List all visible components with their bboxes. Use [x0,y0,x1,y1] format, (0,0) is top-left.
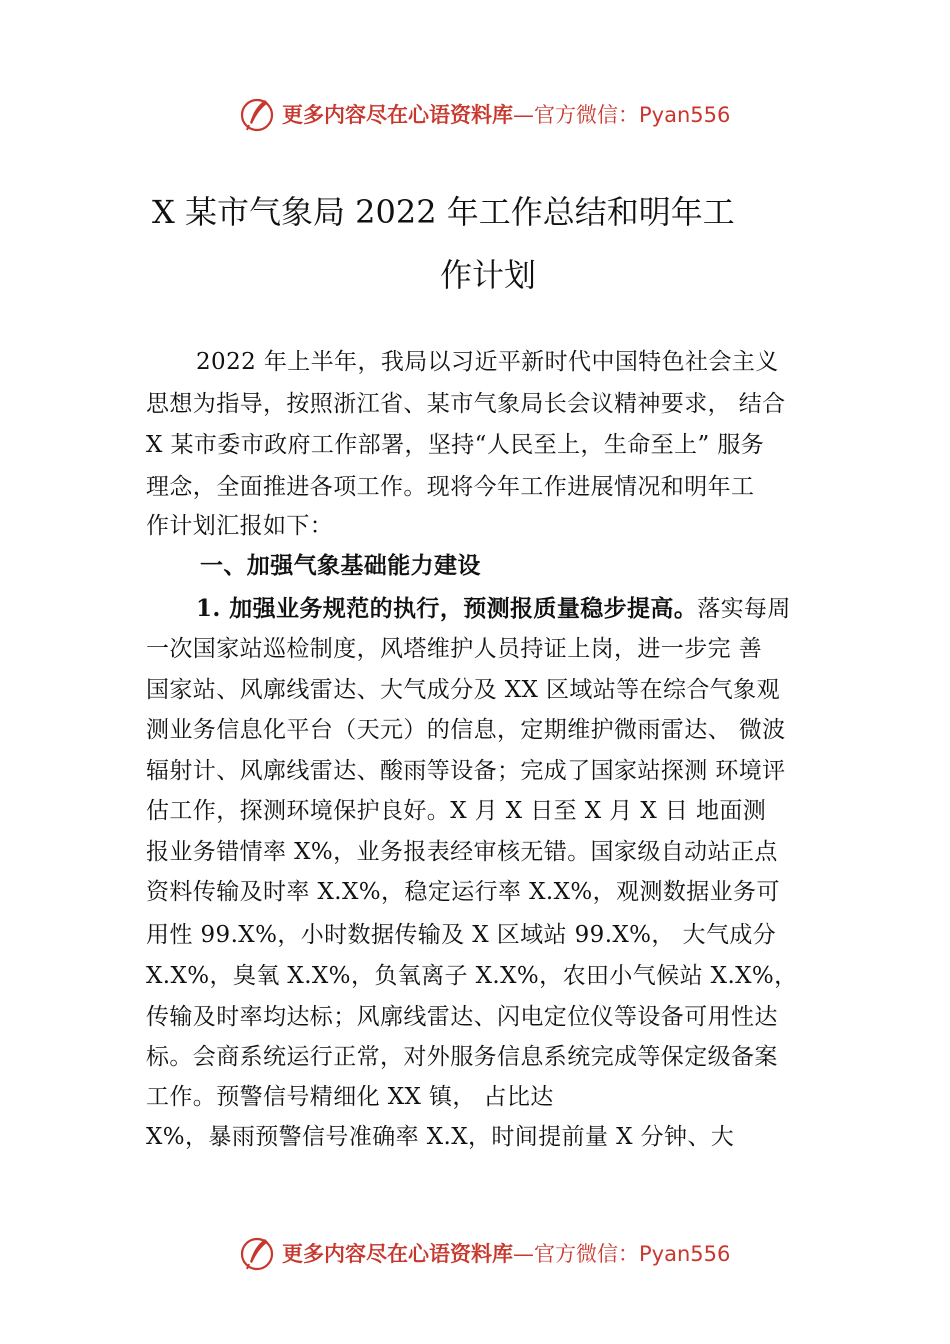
document-title-line-1: X 某市气象局 2022 年工作总结和明年工 [152,193,735,231]
watermark-text [282,99,730,129]
item-1-bold-lead: 1. 加强业务规范的执行，预测报质量稳步提高。 [196,595,698,622]
wechat-label: 官方微信： [534,1242,639,1266]
section-heading: 一、加强气象基础能力建设 [200,553,481,579]
item-1-line: 报业务错情率 X%，业务报表经审核无错。国家级自动站正点 [146,839,778,865]
wechat-id: Pyan556 [639,103,731,127]
banner-dash: — [513,1242,534,1266]
watermark-banner-bottom [0,1233,950,1273]
intro-line: 理念，全面推进各项工作。现将今年工作进展情况和明年工 [146,474,755,500]
intro-line: 2022 年上半年，我局以习近平新时代中国特色社会主义 [196,349,779,375]
intro-line: 作计划汇报如下： [146,513,334,539]
watermark-text [282,1238,730,1268]
item-1-line: 传输及时率均达标；风廓线雷达、闪电定位仪等设备可用性达 [146,1004,778,1030]
item-1-line: 标。会商系统运行正常，对外服务信息系统完成等保定级备案 [146,1044,778,1070]
document-title-line-2: 作计划 [440,256,537,294]
item-1-line: X%，暴雨预警信号准确率 X.X，时间提前量 X 分钟、大 [146,1124,735,1150]
wechat-id: Pyan556 [639,1242,731,1266]
item-1-line: 辐射计、风廓线雷达、酸雨等设备；完成了国家站探测 环境评 [146,758,786,784]
item-1-line: 测业务信息化平台（天元）的信息，定期维护微雨雷达、 微波 [146,717,786,743]
intro-line: X 某市委市政府工作部署，坚持“人民至上，生命至上” 服务 [146,432,765,458]
site-name: 更多内容尽在心语资料库 [282,103,513,127]
banner-dash: — [513,103,534,127]
watermark-banner-top [0,94,950,134]
wechat-label: 官方微信： [534,103,639,127]
quill-seal-logo-icon [238,95,276,133]
item-1-line: 国家站、风廓线雷达、大气成分及 XX 区域站等在综合气象观 [146,677,780,703]
item-1-line: 一次国家站巡检制度，风塔维护人员持证上岗，进一步完 善 [146,636,763,662]
item-1-line: 工作。预警信号精细化 XX 镇， 占比达 [146,1084,554,1110]
item-1-line: 用性 99.X%，小时数据传输及 X 区域站 99.X%， 大气成分 [146,922,777,948]
item-1-first-line [196,594,791,624]
quill-seal-logo-icon [238,1234,276,1272]
item-1-line: 资料传输及时率 X.X%，稳定运行率 X.X%，观测数据业务可 [146,879,780,905]
item-1-rest: 落实每周 [697,596,791,622]
item-1-line: 估工作，探测环境保护良好。X 月 X 日至 X 月 X 日 地面测 [146,798,767,824]
item-1-line: X.X%，臭氧 X.X%，负氧离子 X.X%，农田小气候站 X.X%， [146,963,798,989]
intro-line: 思想为指导，按照浙江省、某市气象局长会议精神要求， 结合 [146,391,786,417]
site-name: 更多内容尽在心语资料库 [282,1242,513,1266]
